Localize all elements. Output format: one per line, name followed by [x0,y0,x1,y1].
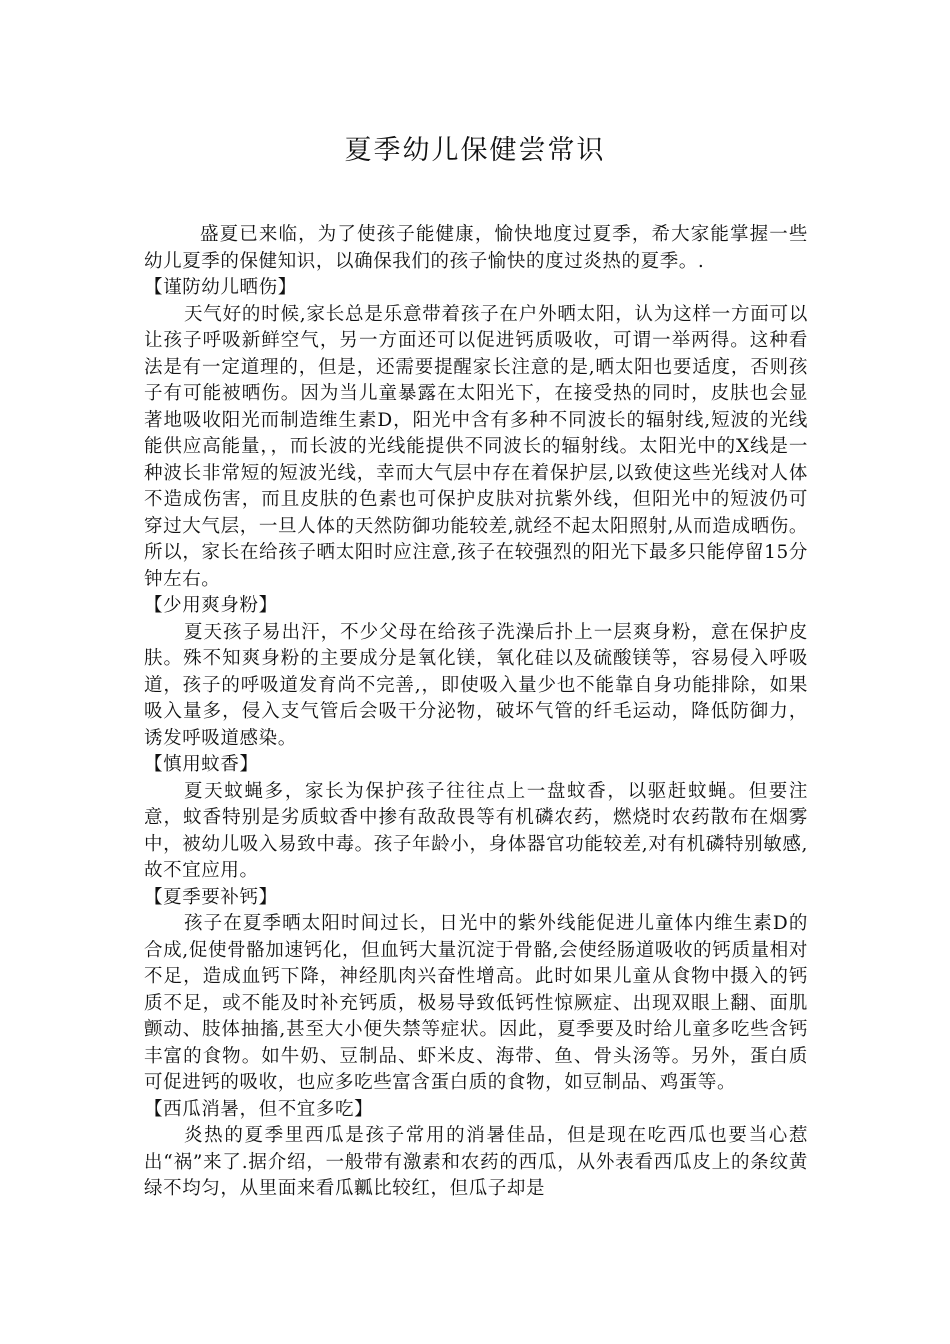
page-title: 夏季幼儿保健尝常识 [344,135,606,166]
section-body-sunburn: 天气好的时候,家长总是乐意带着孩子在户外晒太阳，认为这样一方面可以让孩子呼吸新鲜空气，另一方面还可以促进钙质吸收，可谓一举两得。这种看法是有一定道理的，但是，还需要提醒家长注意的是,晒太阳也要适度，否则孩子有可能被晒伤。因为当儿童暴露在太阳光下，在接受热的同时，皮肤也会显著地吸收阳光而制造维生素D，阳光中含有多种不同波长的辐射线,短波的光线能供应高能量，，而长波的光线能提供不同波长的辐射线。太阳光中的X线是一种波长非常短的短波光线，幸而大气层中存在着保护层,以致使这些光线对人体不造成伤害，而且皮肤的色素也可保护皮肤对抗紫外线，但阳光中的短波仍可穿过大气层，一旦人体的天然防御功能较差,就经不起太阳照射,从而造成晒伤。所以，家长在给孩子晒太阳时应注意,孩子在较强烈的阳光下最多只能停留15分钟左右。 [144,303,808,590]
intro-paragraph: 盛夏已来临，为了使孩子能健康，愉快地度过夏季，希大家能掌握一些幼儿夏季的保健知识，以确保我们的孩子愉快的度过炎热的夏季。. [144,224,808,272]
section-heading-mosquito-coil: 【慎用蚊香】 [144,754,259,775]
section-body-mosquito-coil: 夏天蚊蝇多，家长为保护孩子往往点上一盘蚊香，以驱赶蚊蝇。但要注意，蚊香特别是劣质蚊香中掺有敌敌畏等有机磷农药，燃烧时农药散布在烟雾中，被幼儿吸入易致中毒。孩子年龄小，身体器官功能较差,对有机磷特别敏感,故不宜应用。 [144,780,808,881]
section-body-calcium: 孩子在夏季晒太阳时间过长，日光中的紫外线能促进儿童体内维生素D的合成,促使骨骼加速钙化，但血钙大量沉淀于骨骼,会使经肠道吸收的钙质量相对不足，造成血钙下降，神经肌肉兴奋性增高。此时如果儿童从食物中摄入的钙质不足，或不能及时补充钙质，极易导致低钙性惊厥症、出现双眼上翻、面肌颤动、肢体抽搐,甚至大小便失禁等症状。因此，夏季要及时给儿童多吃些含钙丰富的食物。如牛奶、豆制品、虾米皮、海带、鱼、骨头汤等。另外，蛋白质可促进钙的吸收，也应多吃些富含蛋白质的食物，如豆制品、鸡蛋等。 [144,913,808,1093]
section-heading-watermelon: 【西瓜消暑，但不宜多吃】 [144,1098,374,1120]
section-body-powder: 夏天孩子易出汗，不少父母在给孩子洗澡后扑上一层爽身粉，意在保护皮肤。殊不知爽身粉的主要成分是氧化镁，氧化硅以及硫酸镁等，容易侵入呼吸道，孩子的呼吸道发育尚不完善,，即使吸入量少也不能靠自身功能排除，如果吸入量多，侵入支气管后会吸干分泌物，破坏气管的纤毛运动，降低防御力，诱发呼吸道感染。 [144,621,808,749]
section-heading-sunburn: 【谨防幼儿晒伤】 [144,277,297,298]
section-body-watermelon: 炎热的夏季里西瓜是孩子常用的消暑佳品，但是现在吃西瓜也要当心惹出“祸”来了.据介绍，一般带有激素和农药的西瓜，从外表看西瓜皮上的条纹黄绿不均匀，从里面来看瓜瓤比较红，但瓜子却是 [144,1125,808,1199]
section-heading-calcium: 【夏季要补钙】 [144,886,278,908]
document-body [144,222,808,1203]
section-heading-powder: 【少用爽身粉】 [144,595,278,616]
